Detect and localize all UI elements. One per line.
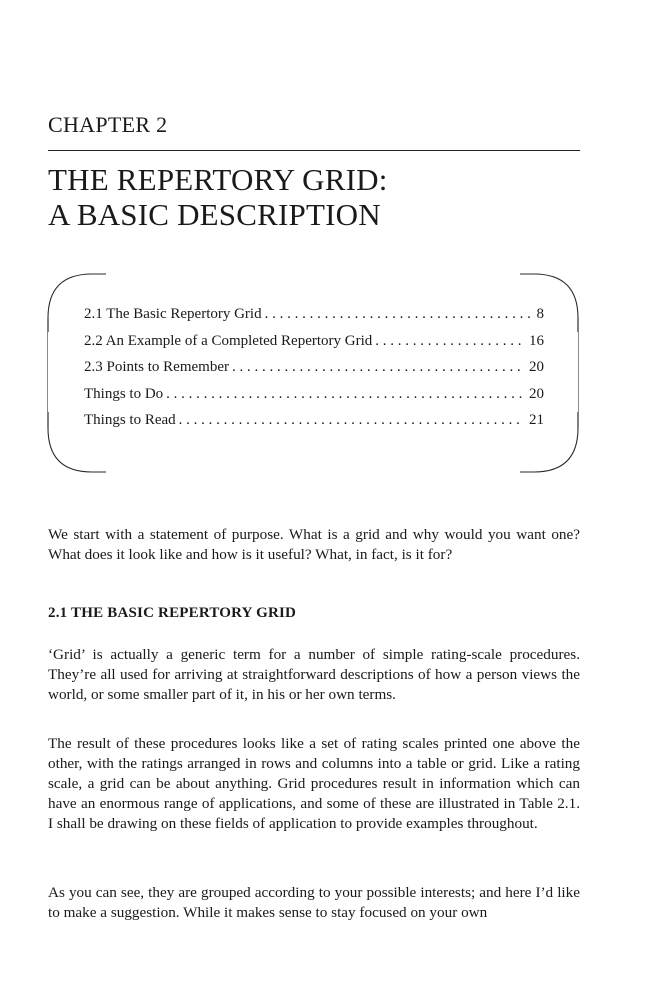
toc-entry-page: 20 (529, 385, 544, 402)
toc-entry-things-to-read[interactable] (84, 412, 544, 439)
toc-entry-things-to-do[interactable] (84, 386, 544, 413)
chapter-rule (48, 150, 580, 151)
toc-leader-dots (163, 386, 523, 403)
intro-paragraph: We start with a statement of purpose. What is a grid and why would you want one? What does it look like and how is it useful? What, in fact, is it for? (48, 526, 580, 563)
toc-entry-page: 21 (529, 412, 544, 428)
toc-entry-points-to-remember[interactable] (84, 359, 544, 386)
section-heading: 2.1 THE BASIC REPERTORY GRID (48, 605, 297, 621)
chapter-label: CHAPTER 2 (48, 112, 168, 137)
toc-entry-title: 2.3 Points to Remember (84, 359, 229, 375)
body-paragraph-1: ‘Grid’ is actually a generic term for a number of simple rating-scale procedures. They’re all used for arriving at straightforward descriptions of how a person views the world, or some smaller part of it, in his or her own terms. (48, 646, 580, 703)
toc-leader-dots (262, 306, 531, 323)
toc-entry-title: 2.1 The Basic Repertory Grid (84, 306, 262, 322)
toc-entry-title: Things to Read (84, 412, 176, 428)
toc-leader-dots (176, 412, 523, 429)
chapter-title (48, 162, 388, 232)
body-paragraph-3: As you can see, they are grouped according to your possible interests; and here I’d like to make a suggestion. While it makes sense to stay focused on your own (48, 884, 580, 921)
toc-leader-dots (372, 333, 523, 350)
toc-entry-page: 8 (536, 306, 544, 322)
toc-entry-title: 2.2 An Example of a Completed Repertory Grid (84, 332, 373, 349)
toc-entry-page: 16 (529, 332, 544, 349)
table-of-contents (84, 306, 544, 439)
toc-entry-title: Things to Do (84, 385, 164, 402)
chapter-title-line-2: A BASIC DESCRIPTION (48, 197, 381, 232)
toc-leader-dots (229, 359, 523, 376)
body-paragraph-2: The result of these procedures looks like a set of rating scales printed one above the other, with the ratings arranged in rows and columns into a table or grid. Like a rating scale, a grid can be about anything. Grid procedures result in information which can have an enormous range of applications, and some of these are illustrated in Table 2.1. I shall be drawing on these fields of application to provide examples throughout. (48, 735, 580, 832)
toc-entry-page: 20 (529, 359, 544, 375)
toc-entry-basic-grid[interactable] (84, 306, 544, 333)
chapter-title-line-1: THE REPERTORY GRID: (48, 162, 388, 197)
toc-entry-completed-grid-example[interactable] (84, 333, 544, 360)
